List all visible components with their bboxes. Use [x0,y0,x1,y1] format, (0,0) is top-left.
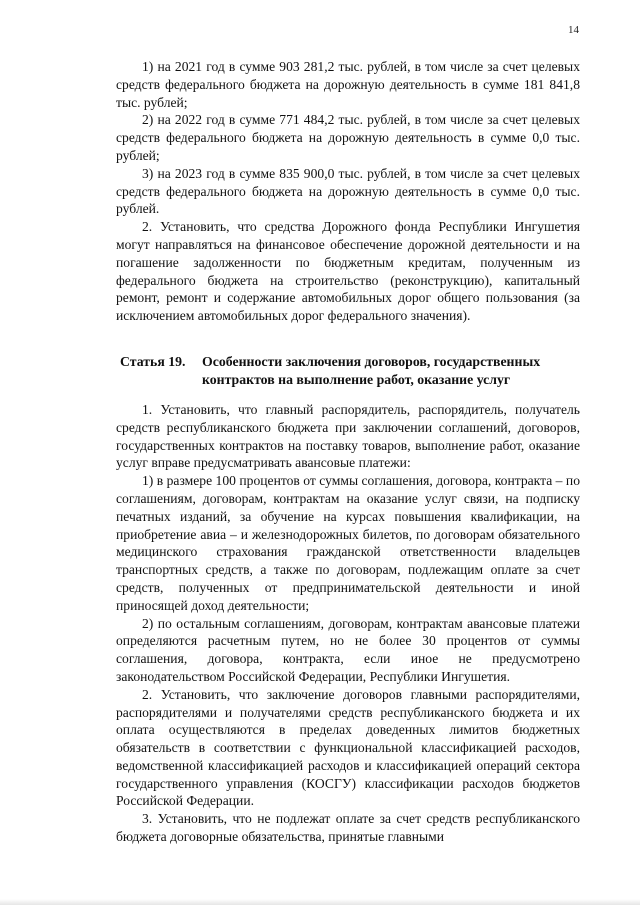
paragraph-2022-amount: 2) на 2022 год в сумме 771 484,2 тыс. рублей, в том числе за счет целевых средств федерального бюджета на дорожную деятельность в сумме 0,0 тыс. рублей; [116,112,580,163]
paragraph-2021-amount: 1) на 2021 год в сумме 903 281,2 тыс. рублей, в том числе за счет целевых средств федерального бюджета на дорожную деятельность в сумме 181 841,8 тыс. рублей; [116,59,580,110]
paragraph-road-fund-usage: 2. Установить, что средства Дорожного фонда Республики Ингушетия могут направляться на финансовое обеспечение дорожной деятельности и на погашение задолженности по бюджетным кредитам, полученным из федерального бюджета на строительство (реконструкцию), капитальный ремонт, ремонт и содержание автомобильных дорог общего пользования (за исключением автомобильных дорог федерального значения). [116,219,580,324]
article-title: Особенности заключения договоров, государственных контрактов на выполнение работ, оказание услуг [202,353,541,387]
paragraph-contract-limits: 2. Установить, что заключение договоров главными распорядителями, распорядителями и получателями средств республиканского бюджета и их оплата осуществляются в пределах доведенных лимитов бюджетных обязательств в соответствии с функциональной классификацией расходов, ведомственной классификацией расходов и классификацией операций сектора государственного управления (КОСГУ) классификации расходов бюджетов Российской Федерации. [116,686,580,809]
paragraph-2023-amount: 3) на 2023 год в сумме 835 900,0 тыс. рублей, в том числе за счет целевых средств федерального бюджета на дорожную деятельность в сумме 0,0 тыс. рублей. [116,165,580,217]
paragraph-unpaid-obligations: 3. Установить, что не подлежат оплате за счет средств республиканского бюджета договорные обязательства, принятые главными [116,811,580,845]
page-number: 14 [568,24,579,36]
document-body [116,58,580,846]
article-heading [116,353,580,389]
paragraph-full-prepayment: 1) в размере 100 процентов от суммы соглашения, договора, контракта – по соглашениям, договорам, контрактам на оказание услуг связи, на подписку печатных изданий, за обучение на курсах повышения квалификации, на приобретение авиа – и железнодорожных билетов, по договорам обязательного медицинского страхования гражданской ответственности владельцев транспортных средств, а также по договорам, подлежащим оплате за счет средств, полученных от предпринимательской деятельности и иной приносящей доход деятельности; [116,473,580,613]
scan-bottom-edge [0,899,640,905]
paragraph-partial-prepayment: 2) по остальным соглашениям, договорам, контрактам авансовые платежи определяются расчетным путем, но не более 30 процентов от суммы соглашения, договора, контракта, если иное не предусмотрено законодательством Российской Федерации, Республики Ингушетия. [116,615,580,684]
article-number: Статья 19. [120,353,186,369]
paragraph-advance-payments: 1. Установить, что главный распорядитель, распорядитель, получатель средств республиканского бюджета при заключении соглашений, договоров, государственных контрактов на поставку товаров, выполнение работ, оказание услуг вправе предусматривать авансовые платежи: [116,401,580,471]
